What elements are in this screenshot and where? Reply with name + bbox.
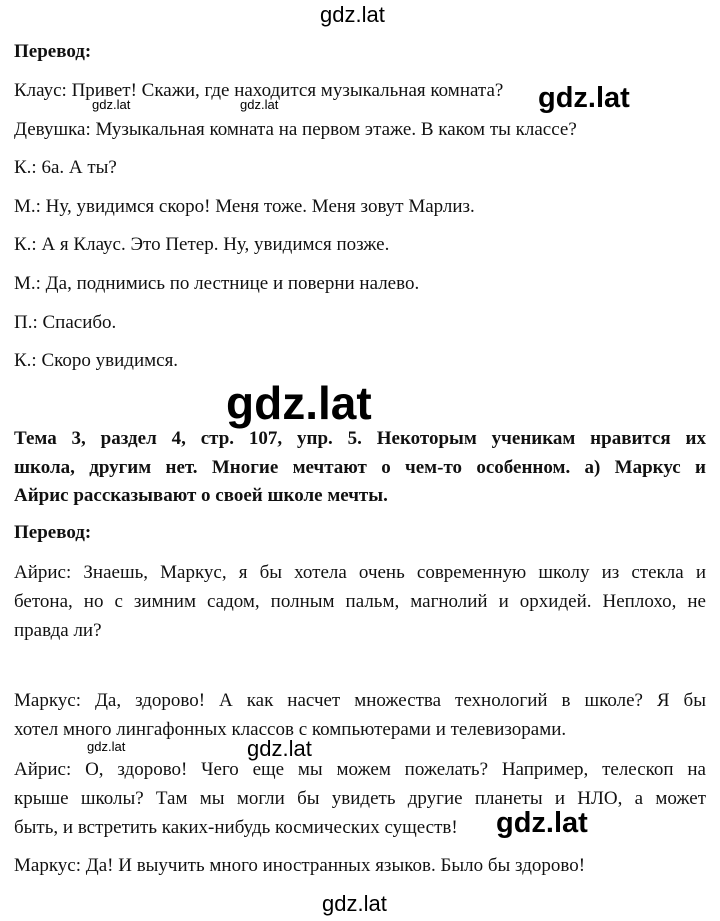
task-line: Айрис рассказывают о своей школе мечты. <box>14 485 388 506</box>
watermark-text: gdz.lat <box>496 807 588 839</box>
watermark-text: gdz.lat <box>87 739 126 754</box>
watermark-text: gdz.lat <box>240 97 279 112</box>
dialogue-line: К.: А я Клаус. Это Петер. Ну, увидимся позже. <box>14 234 390 255</box>
task-line: Тема 3, раздел 4, стр. 107, упр. 5. Некоторым ученикам нравится их <box>14 428 706 449</box>
dialogue-line: М.: Ну, увидимся скоро! Меня тоже. Меня зовут Марлиз. <box>14 196 475 217</box>
paragraph-line: бетона, но с зимним садом, полным пальм, магнолий и орхидей. Неплохо, не <box>14 591 706 612</box>
dialogue-line: К.: 6а. А ты? <box>14 157 117 178</box>
task-line: школа, другим нет. Многие мечтают о чем-то особенном. а) Маркус и <box>14 457 706 478</box>
paragraph-line: быть, и встретить каких-нибудь космических существ! <box>14 817 458 838</box>
paragraph-line: крыше школы? Там мы могли бы увидеть другие планеты и НЛО, а может <box>14 788 706 809</box>
paragraph-line: Айрис: О, здорово! Чего еще мы можем пожелать? Например, телескоп на <box>14 759 706 780</box>
dialogue-line: К.: Скоро увидимся. <box>14 350 179 371</box>
watermark-text: gdz.lat <box>92 97 131 112</box>
watermark-text: gdz.lat <box>322 891 387 916</box>
section-heading-2: Перевод: <box>14 522 92 543</box>
paragraph-line: Маркус: Да, здорово! А как насчет множества технологий в школе? Я бы <box>14 690 706 711</box>
watermark-text: gdz.lat <box>247 736 312 761</box>
dialogue-line: Девушка: Музыкальная комната на первом этаже. В каком ты классе? <box>14 119 577 140</box>
dialogue-line: П.: Спасибо. <box>14 312 117 333</box>
paragraph-line: хотел много лингафонных классов с компьютерами и телевизорами. <box>14 719 567 740</box>
paragraph-line: Айрис: Знаешь, Маркус, я бы хотела очень современную школу из стекла и <box>14 562 706 583</box>
section-heading-1: Перевод: <box>14 41 92 62</box>
paragraph-line: Маркус: Да! И выучить много иностранных языков. Было бы здорово! <box>14 855 586 876</box>
dialogue-line: Клаус: Привет! Скажи, где находится музыкальная комната? <box>14 80 504 101</box>
watermark-text: gdz.lat <box>320 2 385 27</box>
watermark-text: gdz.lat <box>222 380 376 426</box>
watermark-text: gdz.lat <box>538 82 630 114</box>
paragraph-line: правда ли? <box>14 620 102 641</box>
dialogue-line: М.: Да, поднимись по лестнице и поверни налево. <box>14 273 420 294</box>
